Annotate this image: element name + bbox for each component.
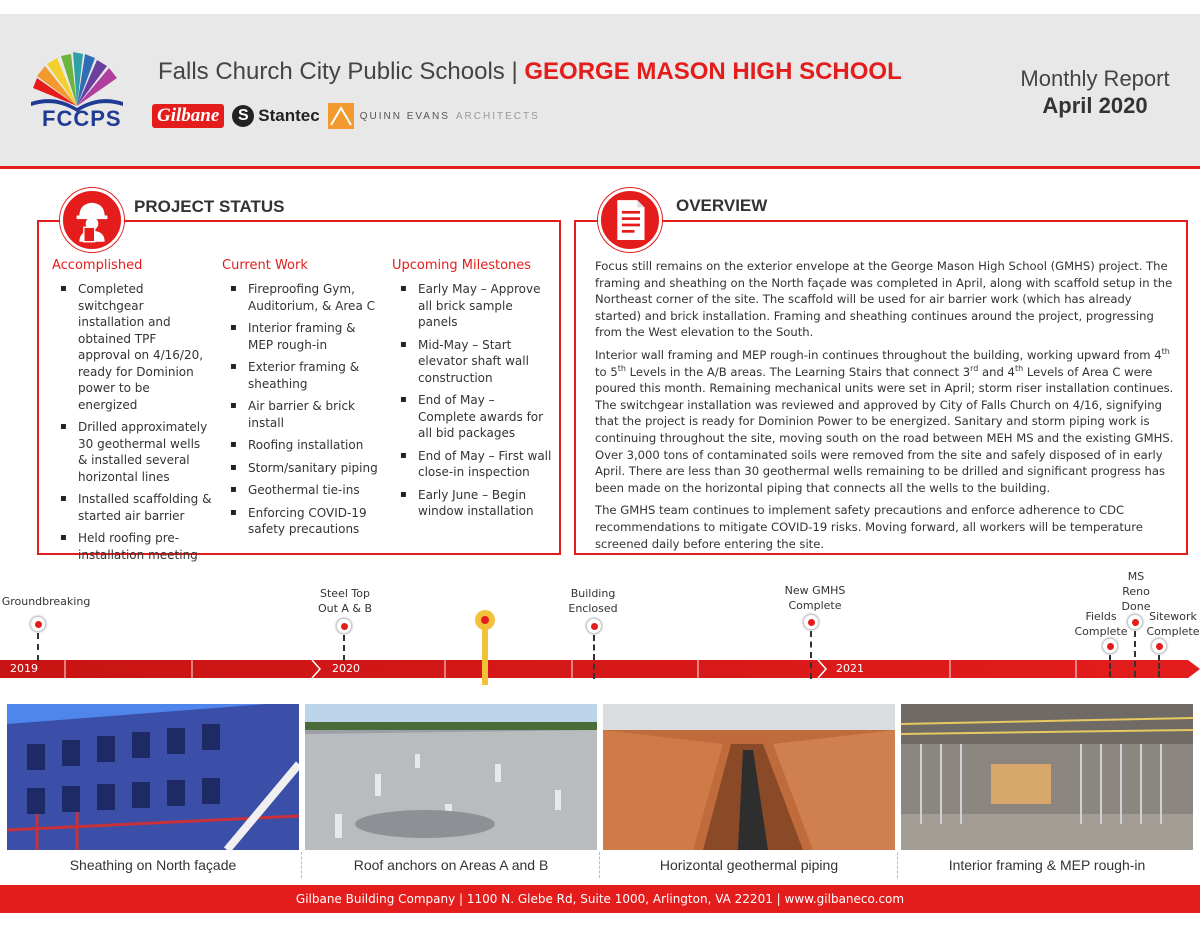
list-item: ▪ Roofing installation xyxy=(222,437,384,454)
milestone-stem xyxy=(1109,655,1111,677)
upcoming-milestones-list xyxy=(392,281,552,520)
stantec-icon: S xyxy=(232,105,254,127)
header-divider xyxy=(0,166,1200,169)
photo-interior-framing xyxy=(901,704,1193,850)
caption-divider xyxy=(897,852,898,878)
school-name: GEORGE MASON HIGH SCHOOL xyxy=(524,58,902,85)
milestone-stem xyxy=(810,631,812,679)
quinn-evans-label-b: ARCHITECTS xyxy=(455,110,540,122)
document-icon xyxy=(598,188,662,252)
timeline-year-2021: 2021 xyxy=(836,662,864,675)
milestone-dot xyxy=(1127,614,1143,630)
milestone-stem xyxy=(1134,631,1136,677)
milestone-stem xyxy=(593,635,595,679)
list-item: ▪ Fireproofing Gym, Auditorium, & Area C xyxy=(222,281,384,314)
quinn-evans-logo xyxy=(328,103,540,129)
accomplished-heading: Accomplished xyxy=(52,258,143,273)
milestone-dot xyxy=(803,614,819,630)
overview-body xyxy=(595,258,1178,558)
milestone-sitework-complete: Sitework Complete xyxy=(1146,610,1200,638)
photo-geothermal-piping xyxy=(603,704,895,850)
quinn-evans-label: QUINN EVANS xyxy=(359,110,450,122)
current-work-heading: Current Work xyxy=(222,258,308,273)
list-item: ▪ Interior framing & MEP rough-in xyxy=(222,320,384,353)
milestone-dot xyxy=(586,618,602,634)
milestone-building-enclosed: Building Enclosed xyxy=(568,587,618,615)
gilbane-logo: Gilbane xyxy=(152,104,224,128)
milestone-dot xyxy=(336,618,352,634)
overview-title: OVERVIEW xyxy=(670,196,773,216)
overview-paragraph-3: The GMHS team continues to implement safety precautions and enforce adherence to CDC recommendations to mitigate COVID-19 risks. Moving forward, all workers will be temperature screened daily before entering the site. xyxy=(595,503,1143,551)
milestone-stem xyxy=(1158,655,1160,677)
milestone-stem xyxy=(343,635,345,661)
list-item: ▪ Held roofing pre-installation meeting xyxy=(52,530,212,563)
list-item: ▪ End of May – First wall close-in inspection xyxy=(392,448,552,481)
photo-caption: Horizontal geothermal piping xyxy=(659,857,839,873)
partner-logos xyxy=(152,102,540,130)
milestone-steel-top-out: Steel Top Out A & B xyxy=(317,587,373,615)
fccps-logo-text: FCCPS xyxy=(42,106,122,131)
stantec-logo xyxy=(232,105,319,127)
list-item: ▪ Early May – Approve all brick sample panels xyxy=(392,281,552,331)
caption-divider xyxy=(599,852,600,878)
photo-north-facade xyxy=(7,704,299,850)
current-month-marker-dot xyxy=(475,610,495,630)
list-item: ▪ Enforcing COVID-19 safety precautions xyxy=(222,505,384,538)
report-title: Monthly Report xyxy=(1020,66,1170,91)
quinn-evans-icon xyxy=(328,103,354,129)
project-timeline xyxy=(0,570,1200,690)
accomplished-list xyxy=(52,281,212,563)
list-item: ▪ Drilled approximately 30 geothermal wells & installed several horizontal lines xyxy=(52,419,212,485)
project-status-title: PROJECT STATUS xyxy=(128,197,291,217)
overview-paragraph-2: Interior wall framing and MEP rough-in continues throughout the building, working upward from 4th to 5th Levels in the A/B areas. The Learning Stairs that connect 3rd and 4th Levels of Area C were poured this month. Remaining mechanical units were set in April; storm riser installation continues. The switchgear installation was reviewed and approved by City of Falls Church on 4/16, signifying that the project is ready for Dominion Power to be energized. Sanitary and storm piping work is continuing throughout the site, moving south on the road between MEH MS and the existing GMHS. Over 3,000 tons of contaminated soils were removed from the site and safely disposed of in early April. There are less than 30 geothermal wells remaining to be drilled and significant progress has been made on the horizontal piping that connects all the wells to the building. xyxy=(595,347,1174,495)
page-title xyxy=(158,58,902,86)
list-item: ▪ Installed scaffolding & started air barrier xyxy=(52,491,212,524)
upcoming-milestones-column xyxy=(392,258,552,526)
timeline-bar xyxy=(0,660,1200,678)
worker-icon xyxy=(60,188,124,252)
milestone-groundbreaking: Groundbreaking xyxy=(1,595,91,608)
milestone-dot xyxy=(30,616,46,632)
photo-caption: Interior framing & MEP rough-in xyxy=(948,857,1146,873)
accomplished-column xyxy=(52,258,212,569)
stantec-label: Stantec xyxy=(258,106,320,125)
milestone-ms-reno-done: MS Reno Done xyxy=(1121,570,1151,613)
upcoming-milestones-heading: Upcoming Milestones xyxy=(392,258,532,273)
list-item: ▪ Exterior framing & sheathing xyxy=(222,359,384,392)
current-work-column xyxy=(222,258,384,544)
milestone-dot xyxy=(1102,638,1118,654)
org-name: Falls Church City Public Schools | xyxy=(158,58,518,85)
caption-divider xyxy=(301,852,302,878)
current-work-list xyxy=(222,281,384,538)
list-item: ▪ Air barrier & brick install xyxy=(222,398,384,431)
milestone-fields-complete: Fields Complete xyxy=(1074,610,1128,638)
list-item: ▪ Early June – Begin window installation xyxy=(392,487,552,520)
overview-paragraph-1: Focus still remains on the exterior envelope at the George Mason High School (GMHS) project. The framing and sheathing on the North façade was completed in April, along with scaffold setup in the Northeast corner of the site. The scaffold will be used for air barrier work (which has already started) and brick installation. Framing and sheathing continues around the project, progressing from the West elevation to the South. xyxy=(595,259,1173,340)
list-item: ▪ End of May – Complete awards for all bid packages xyxy=(392,392,552,442)
footer-contact: Gilbane Building Company | 1100 N. Glebe Rd, Suite 1000, Arlington, VA 22201 | www.gilbaneco.com xyxy=(0,885,1200,913)
photo-roof-anchors xyxy=(305,704,597,850)
milestone-new-gmhs-complete: New GMHS Complete xyxy=(784,584,846,612)
timeline-year-2019: 2019 xyxy=(10,662,38,675)
list-item: ▪ Completed switchgear installation and obtained TPF approval on 4/16/20, ready for Dominion power to be energized xyxy=(52,281,212,413)
milestone-stem xyxy=(37,633,39,661)
list-item: ▪ Geothermal tie-ins xyxy=(222,482,384,499)
list-item: ▪ Mid-May – Start elevator shaft wall construction xyxy=(392,337,552,387)
photo-caption: Sheathing on North façade xyxy=(69,857,237,873)
list-item: ▪ Storm/sanitary piping xyxy=(222,460,384,477)
report-date: April 2020 xyxy=(1042,93,1148,118)
photo-caption: Roof anchors on Areas A and B xyxy=(353,857,549,873)
timeline-year-2020: 2020 xyxy=(332,662,360,675)
milestone-dot xyxy=(1151,638,1167,654)
